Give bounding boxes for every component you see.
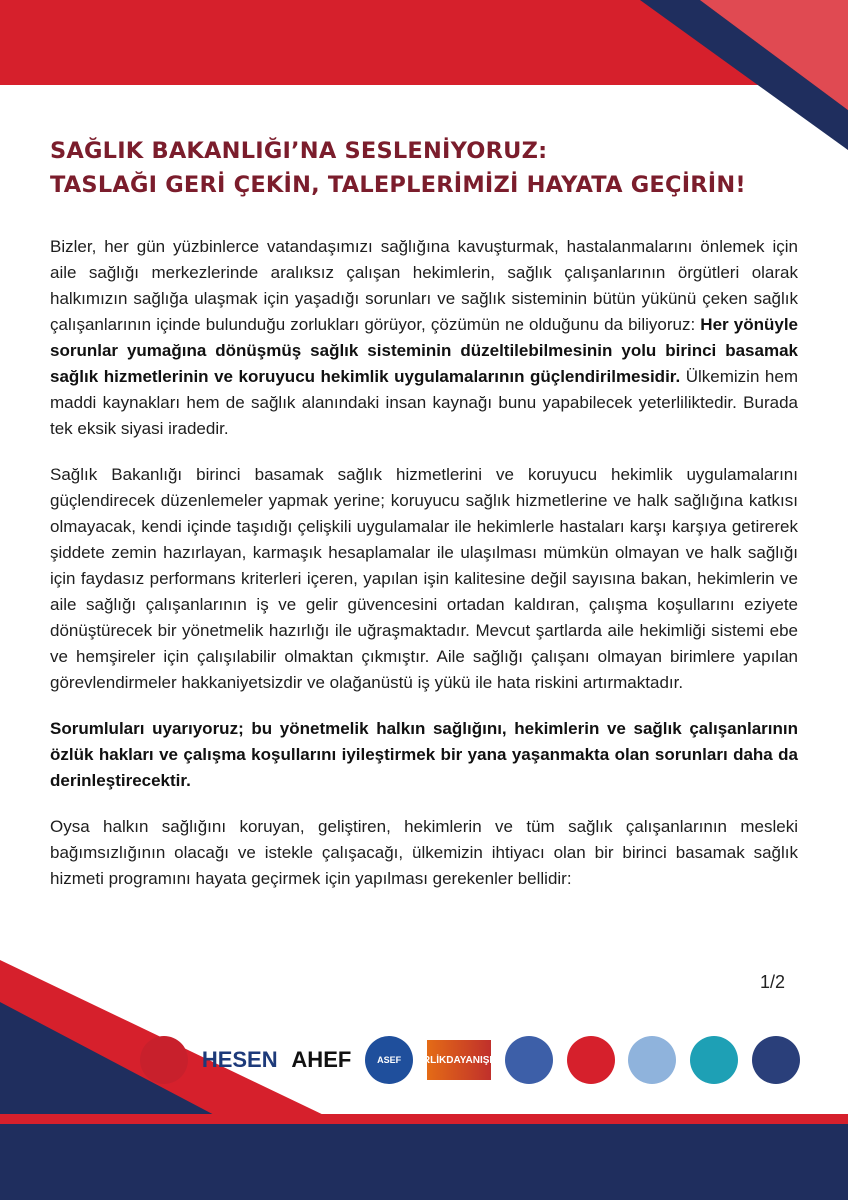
paragraph-1-text-before: Bizler, her gün yüzbinlerce vatandaşımızı sağlığına kavuşturmak, hastalanmalarını önlemek için aile sağlığı merkezlerinde aralıksız çalışan hekimlerin, sağlık çalışanlarının örgütleri olarak halkımızın sağlığa ulaşmak için yaşadığı sorunları ve sağlık sisteminin bütün yükünü çeken sağlık çalışanlarının içinde bulunduğu zorlukları görüyor, çözümün ne olduğunu da biliyoruz: (50, 237, 798, 334)
red-crescent-style-logo (567, 1036, 615, 1084)
health-union-logo (505, 1036, 553, 1084)
hesen-logo: HESEN (201, 1047, 278, 1072)
ahef-logo: AHEF (291, 1047, 352, 1072)
document-body (50, 234, 798, 912)
nurses-association-logo (628, 1036, 676, 1084)
page-title (50, 134, 810, 202)
teal-association-logo (690, 1036, 738, 1084)
dayanisma-logo: BİRLİKDAYANIŞMA (427, 1040, 491, 1080)
paragraph-2: Sağlık Bakanlığı birinci basamak sağlık hizmetlerini ve koruyucu hekimlik uygulamalarını güçlendirecek düzenlemeler yapmak yerine; koruyucu sağlık hizmetlerine ve halk sağlığına katkısı olmayacak, kendi içinde taşıdığı çelişkili uygulamalar ile hekimlerle hastaları karşı karşıya getirerek şiddete zemin hazırlayan, karmaşık hesaplamalar ile ulaşılması mümkün olmayan ve halk sağlığı için faydasız performans kriterleri içeren, yapılan işin kalitesine değil sayısına bakan, hekimlerin ve aile sağlığı çalışanlarının iş ve gelir güvencesini ortadan kaldıran, çalışma koşullarını eziyete dönüştürecek bir yönetmelik hazırlığı ile uğraşmaktadır. Mevcut şartlarda aile hekimliği sistemi ebe ve hemşireler için çalışılabilir olmaktan çıkmıştır. Aile sağlığı çalışanı olmayan birimlere yapılan görevlendirmeler hakkaniyetsizdir ve olağanüstü iş yükü ile hata riskini artırmaktadır. (50, 465, 798, 692)
title-line-2: TASLAĞI GERİ ÇEKİN, TALEPLERİMİZİ HAYATA GEÇİRİN! (50, 172, 746, 198)
paragraph-3 (50, 716, 798, 794)
paragraph-4: Oysa halkın sağlığını koruyan, geliştiren, hekimlerin ve tüm sağlık çalışanlarının mesleki bağımsızlığının olacağı ve istekle çalışacağı, ülkemizin ihtiyacı olan bir birinci basamak sağlık hizmeti programını hayata geçirmek için yapılması gerekenler bellidir: (50, 817, 798, 888)
paragraph-1 (50, 234, 798, 442)
medical-association-logo (140, 1036, 188, 1084)
paragraph-1-text-after: Ülkemizin hem maddi kaynakları hem de sağlık alanındaki insan kaynağı bunu yapabilecek yeterliliktedir. Burada tek eksik siyasi iradedir. (50, 367, 798, 438)
bottom-navy-base (0, 1124, 848, 1200)
paragraph-3-bold: Sorumluları uyarıyoruz; bu yönetmelik halkın sağlığını, hekimlerin ve sağlık çalışanlarının özlük hakları ve çalışma koşullarını iyileştirmek bir yana yaşanmakta olan sorunları daha da derinleştirecektir. (50, 719, 798, 790)
bottom-red-stripe (0, 1114, 848, 1124)
asef-logo: ASEF (365, 1036, 413, 1084)
page-number: 1/2 (760, 972, 786, 992)
health-workers-union-logo (752, 1036, 800, 1084)
logo-row (140, 1030, 800, 1090)
paragraph-1-bold: Her yönüyle sorunlar yumağına dönüşmüş sağlık sisteminin düzeltilebilmesinin yolu birinci basamak sağlık hizmetlerinin ve koruyucu hekimlik uygulamalarının güçlendirilmesidir. (50, 315, 798, 386)
title-line-1: SAĞLIK BAKANLIĞI’NA SESLENİYORUZ: (50, 138, 548, 164)
